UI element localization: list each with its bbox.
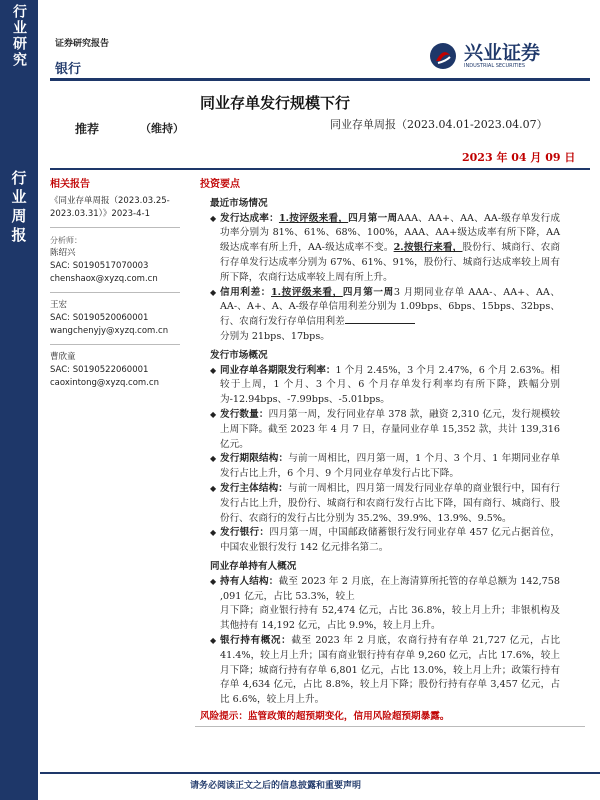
section-rule [50, 168, 590, 170]
sidebar-top-label: 行业研究 [11, 4, 27, 68]
analyst-sac: SAC: S0190517070003 [50, 261, 149, 271]
risk-warning: 风险提示：监管政策的超预期变化，信用风险超预期暴露。 [200, 711, 450, 722]
section-heading: 发行市场概况 [210, 349, 268, 361]
bullet-bank-holdings [210, 634, 560, 708]
sidebar-top [0, 0, 38, 160]
bullet-text: 股份行、城商行、农商行存单发行达成率分别为 67%、61%、91%，股份行、城商行达成率较上周有所下降，农商行达成率较上周有所上升。 [220, 242, 560, 283]
analyst-label: 分析师： [50, 236, 82, 245]
bullet-issuing-banks [210, 526, 560, 556]
bullet-text: 截至 2023 年 2 月底，农商行持有存单 21,727 亿元，占比 41.4%，较上月上升；国有商业银行持有存单 9,260 亿元，占比 17.6%，较上月下降；城商行持有存单 6,801 亿元，占比 13.0%，较上月上升；政策行持有存单 4,634 亿元，占比 8.8%，较上月下降；股份行持有存单 3,457 亿元，占比 6.6%，较上月上升。 [220, 634, 561, 706]
rating-status: （维持） [140, 122, 184, 135]
bullet-maturity-structure [210, 452, 560, 482]
bullet-emphasis: 1.按评级来看， [271, 286, 343, 298]
bullet-label: 持有人结构： [220, 575, 279, 587]
left-divider [50, 344, 180, 345]
analyst-email[interactable]: caoxintong@xyzq.com.cn [50, 378, 159, 388]
bullet-text: 1 个月 2.45%，3 个月 2.47%，6 个月 2.63%。相较于上周，1 个月、3 个月、6 个月存单发行利率均有所下降，跌幅分别为-12.94bps、-7.99bps、-5.01bps。 [220, 364, 560, 406]
bullet-label: 发行达成率： [220, 212, 279, 224]
bullet-text: 与前一周相比，四月第一周，1 个月、3 个月、1 年期同业存单发行占比上升，6 个月、9 个月同业存单发行占比下降。 [220, 453, 560, 480]
bullet-label: 信用利差： [220, 286, 271, 298]
bullet-emphasis: 1.按评级来看， [278, 212, 349, 224]
bullet-label: 发行期限结构： [220, 453, 289, 465]
bullet-issuer-structure [210, 482, 560, 526]
bullet-credit-spread [210, 286, 560, 345]
sidebar-bottom-label: 行业周报 [9, 170, 28, 246]
bullet-text: 月下降；商业银行持有 52,474 亿元，占比 36.8%，较上月上升；非银机构及其他持有 14,192 亿元，占比 9.9%，较上月上升。 [220, 605, 560, 632]
analyst-name: 曹欣童 [50, 352, 76, 362]
report-subtitle: 同业存单周报（2023.04.01-2023.04.07） [330, 118, 548, 131]
footer-rule [40, 772, 600, 774]
company-logo [428, 38, 588, 74]
bullet-emphasis: 四月第一周 [342, 286, 394, 298]
analyst-sac: SAC: S0190522060001 [50, 365, 149, 375]
bullet-issue-rates [210, 364, 560, 408]
sidebar-bottom [0, 160, 38, 800]
bullet-text: 行、农商行发行存单信用利差 [220, 316, 345, 328]
header-rule [50, 78, 590, 81]
bullet-label: 发行数量： [220, 408, 269, 420]
related-report-item[interactable]: 《同业存单周报（2023.03.25-2023.03.31）》2023-4-1 [50, 196, 170, 219]
section-heading: 最近市场情况 [210, 197, 268, 209]
bullet-text: 3 月期同业存单 AAA-、AA+、AA、AA-、A+、A、A-级存单信用利差分别为 1.09bps、6bps、15bps、32bps、 [220, 286, 561, 313]
analyst-name: 陈绍兴 [50, 248, 76, 258]
bullet-label: 银行持有概况： [220, 634, 292, 646]
related-reports-title: 相关报告 [50, 179, 90, 190]
bullet-label: 同业存单各期限发行利率： [220, 364, 336, 376]
logo-text-cn: 兴业证券 [464, 42, 541, 64]
bullet-text: 四月第一周，发行同业存单 378 款，融资 2,310 亿元，发行规模较上周下降。截至 2023 年 4 月 7 日，存量同业存单 15,352 款，共计 139,316 亿元。 [220, 408, 560, 450]
bullet-holder-structure [210, 575, 560, 634]
bullet-text: 分别为 21bps、17bps。 [220, 330, 330, 342]
bullet-issuance-rate [210, 212, 560, 286]
report-title: 同业存单发行规模下行 [200, 94, 351, 112]
left-divider [50, 227, 180, 228]
analyst-email[interactable]: chenshaox@xyzq.com.cn [50, 274, 158, 284]
report-date: 2023 年 04 月 09 日 [462, 151, 576, 164]
left-column [50, 178, 190, 390]
underline-bar [345, 323, 415, 324]
bullet-text: 四月第一周，中国邮政储蓄银行发行同业存单 457 亿元占据首位，中国农业银行发行 142 亿元排名第二。 [220, 527, 561, 554]
footer-disclaimer: 请务必阅读正文之后的信息披露和重要声明 [190, 781, 362, 791]
bullet-issue-count [210, 408, 560, 452]
bullet-label: 发行主体结构： [220, 482, 289, 494]
section-heading: 同业存单持有人概况 [210, 560, 297, 572]
analyst-sac: SAC: S0190520060001 [50, 313, 149, 323]
left-divider [50, 292, 180, 293]
investment-highlights-title: 投资要点 [200, 179, 240, 190]
bullet-label: 发行银行： [220, 527, 270, 539]
risk-divider [195, 726, 585, 727]
analyst-name: 王宏 [50, 300, 68, 310]
analyst-email[interactable]: wangchenyjy@xyzq.com.cn [50, 326, 169, 336]
main-column [200, 178, 560, 708]
sector-label: 银行 [55, 62, 82, 77]
logo-icon [428, 41, 458, 71]
logo-text-en: INDUSTRIAL SECURITIES [464, 63, 525, 69]
rating-label: 推荐 [75, 122, 100, 136]
bullet-text: 与前一周相比，四月第一周发行同业存单的商业银行中，国有行发行占比上升，股份行、城商行和农商行发行占比下降，国有商行、城商行、股份行、农商行的发行占比分别为 35.2%、39.9%、13.9%、9.5%。 [220, 482, 561, 524]
bullet-emphasis: 2.按银行来看， [393, 242, 463, 254]
bullet-emphasis: 四月第一周 [348, 212, 398, 224]
bullet-text: AAA、AA+、AA、AA-级存单发行成功率分别为 81%、61%、68%、100%，AAA、AA+级达成率有所下降，AA 级达成率有所上升，AA-级达成率不变。 [220, 212, 561, 254]
report-tagline: 证券研究报告 [55, 39, 110, 49]
bullet-text: 截至 2023 年 2 月底，在上海清算所托管的存单总额为 142,758 ,091 亿元，占比 53.3%，较上 [220, 575, 560, 602]
